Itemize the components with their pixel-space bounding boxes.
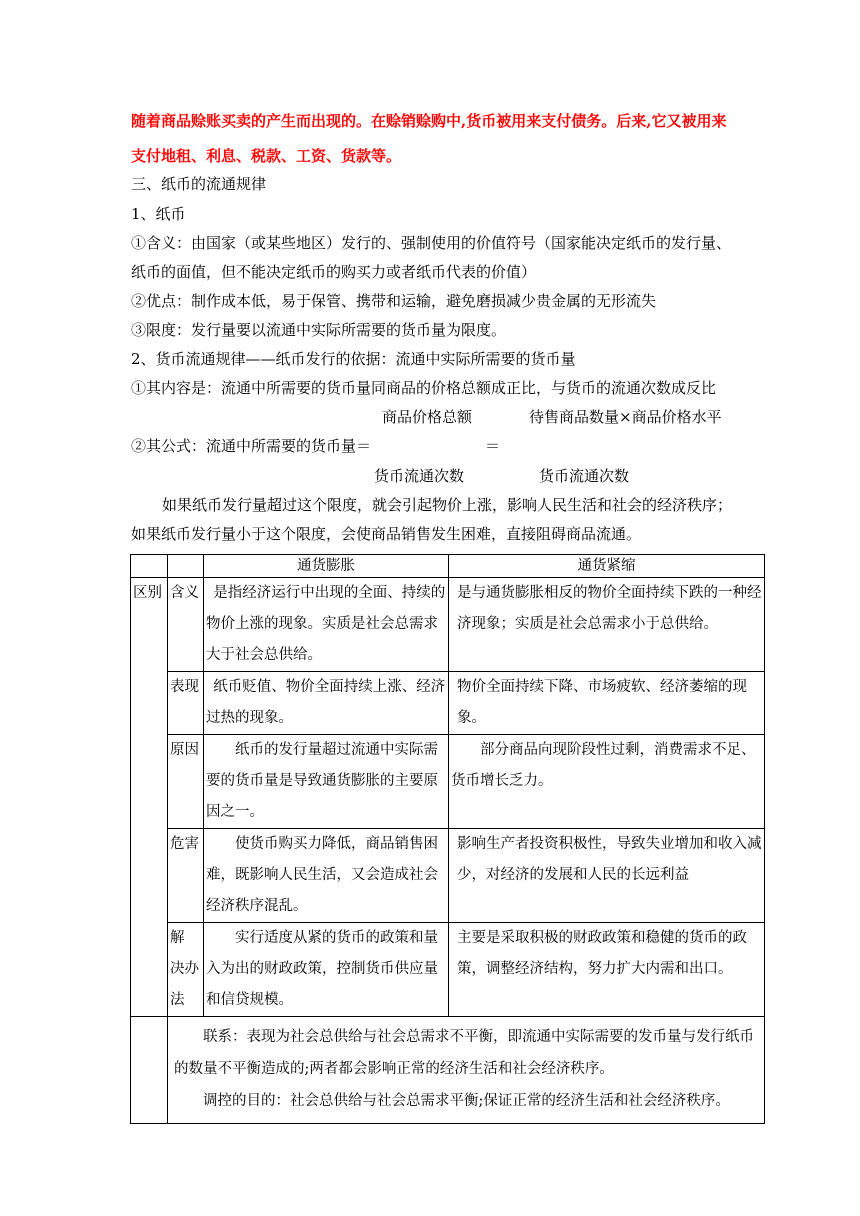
subheading-paper-money: 1、纸币 [131, 205, 186, 223]
comparison-table [130, 554, 765, 1124]
content-line: ①其内容是：流通中所需要的货币量同商品的价格总额成正比，与货币的流通次数成反比 [131, 379, 717, 397]
cell-deflation: 部分商品向现阶段性过剩，消费需求不足、货币增长乏力。 [449, 735, 765, 829]
formula-equals: ＝ [485, 437, 501, 455]
row-label: 原因 [168, 735, 204, 829]
row-label: 表现 [168, 672, 204, 735]
table-row [131, 735, 765, 829]
cell-deflation: 主要是采取积极的财政政策和稳健的货币的政策，调整经济结构，努力扩大内需和出口。 [449, 923, 765, 1017]
cell-inflation: 实行适度从紧的货币的政策和量入为出的财政政策，控制货币供应量和信贷规模。 [204, 923, 449, 1017]
cell-inflation: 纸币的发行量超过流通中实际需要的货币量是导致通货膨胀的主要原因之一。 [204, 735, 449, 829]
table-summary-row [131, 1017, 765, 1124]
header-inflation: 通货膨胀 [204, 555, 449, 578]
table-row [131, 578, 765, 672]
cell-deflation: 是与通货膨胀相反的物价全面持续下跌的一种经济现象；实质是社会总需求小于总供给。 [449, 578, 765, 672]
row-label: 解 决办法 [168, 923, 204, 1017]
header-deflation: 通货紧缩 [449, 555, 765, 578]
summary-empty [131, 1017, 168, 1124]
cell-deflation: 物价全面持续下降、市场疲软、经济萎缩的现象。 [449, 672, 765, 735]
header-empty-1 [131, 555, 168, 578]
group-label-difference: 区别 [131, 578, 168, 1017]
summary-relation: 联系：表现为社会总供给与社会总需求不平衡，即流通中实际需要的发币量与发行纸币的数量不平衡造成的;两者都会影响正常的经济生活和社会经济秩序。 [174, 1029, 754, 1077]
meaning-line-1: ①含义：由国家（或某些地区）发行的、强制使用的价值符号（国家能决定纸币的发行量、 [131, 234, 732, 252]
paragraph-line-1: 如果纸币发行量超过这个限度，就会引起物价上涨，影响人民生活和社会的经济秩序； [162, 496, 733, 514]
limit-line: ③限度：发行量要以流通中实际所需要的货币量为限度。 [131, 321, 507, 339]
cell-inflation: 使货币购买力降低，商品销售困难，既影响人民生活，又会造成社会经济秩序混乱。 [204, 829, 449, 923]
advantage-line: ②优点：制作成本低，易于保管、携带和运输，避免磨损减少贵金属的无形流失 [131, 292, 657, 310]
formula-numerator-1: 商品价格总额 [382, 408, 473, 426]
table-row [131, 672, 765, 735]
table-row [131, 923, 765, 1017]
meaning-line-2: 纸币的面值，但不能决定纸币的购买力或者纸币代表的价值） [131, 263, 537, 281]
cell-inflation: 纸币贬值、物价全面持续上涨、经济过热的现象。 [204, 672, 449, 735]
row-label: 危害 [168, 829, 204, 923]
formula-numerator-2: 待售商品数量×商品价格水平 [529, 408, 722, 426]
intro-red-line-2: 支付地租、利息、税款、工资、货款等。 [131, 147, 402, 165]
formula-denominator-2: 货币流通次数 [539, 467, 630, 485]
header-empty-2 [168, 555, 204, 578]
cell-deflation: 影响生产者投资积极性，导致失业增加和收入减少，对经济的发展和人民的长远利益 [449, 829, 765, 923]
subheading-circulation-law: 2、货币流通规律——纸币发行的依据：流通中实际所需要的货币量 [131, 350, 576, 368]
cell-inflation: 是指经济运行中出现的全面、持续的物价上涨的现象。实质是社会总需求大于社会总供给。 [204, 578, 449, 672]
intro-red-line-1: 随着商品赊账买卖的产生而出现的。在赊销赊购中,货币被用来支付债务。后来,它又被用来 [131, 112, 727, 130]
table-row [131, 829, 765, 923]
section-heading: 三、纸币的流通规律 [131, 175, 267, 193]
row-label: 含义 [168, 578, 204, 672]
paragraph-line-2: 如果纸币发行量小于这个限度，会使商品销售发生困难，直接阻碍商品流通。 [131, 525, 642, 543]
formula-denominator-1: 货币流通次数 [374, 467, 465, 485]
formula-label: ②其公式：流通中所需要的货币量＝ [131, 437, 372, 455]
table-header-row [131, 555, 765, 578]
summary-cell [168, 1017, 765, 1124]
summary-regulation-goal: 调控的目的：社会总供给与社会总需求平衡;保证正常的经济生活和社会经济秩序。 [203, 1093, 730, 1109]
